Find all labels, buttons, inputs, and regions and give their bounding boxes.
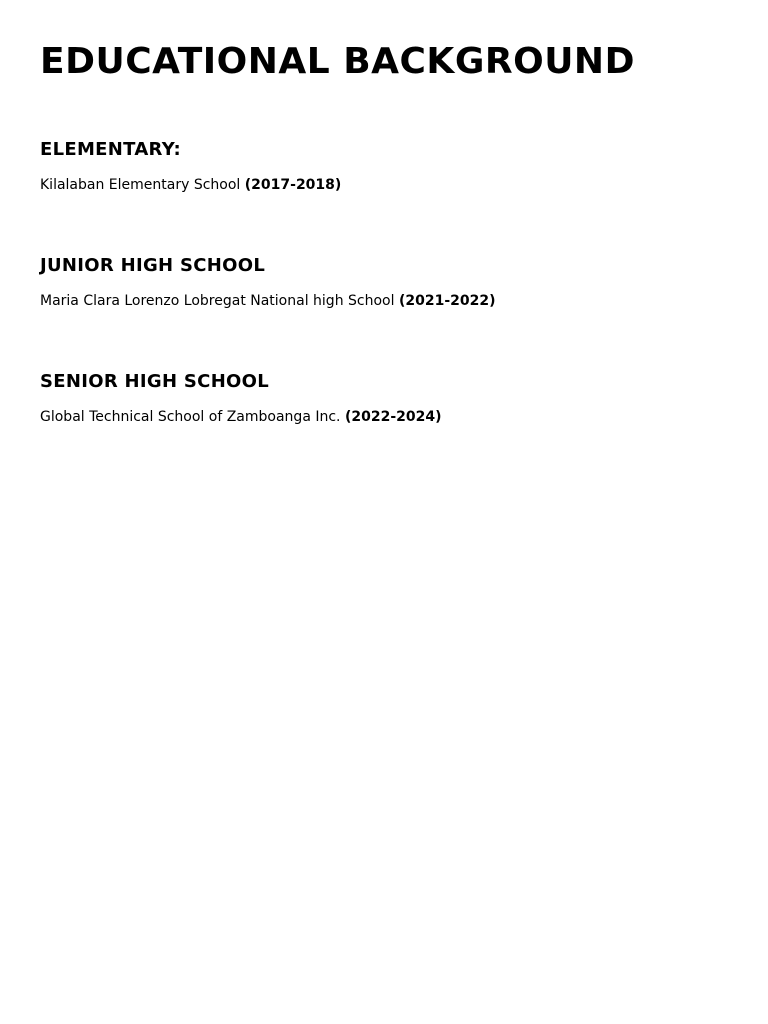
section-heading-senior-high: SENIOR HIGH SCHOOL	[40, 371, 270, 392]
page-title: EDUCATIONAL BACKGROUND	[40, 41, 635, 82]
school-name: Global Technical School of Zamboanga Inc.	[40, 409, 341, 425]
school-years: (2021-2022)	[398, 293, 496, 309]
section-senior-high	[40, 371, 442, 426]
school-entry-junior-high	[40, 292, 496, 310]
school-entry-senior-high	[40, 408, 442, 426]
section-heading-junior-high: JUNIOR HIGH SCHOOL	[40, 255, 266, 276]
school-name: Maria Clara Lorenzo Lobregat National high School	[40, 293, 395, 309]
section-heading-elementary: ELEMENTARY:	[40, 139, 181, 160]
school-name: Kilalaban Elementary School	[40, 177, 241, 193]
section-elementary	[40, 139, 341, 194]
school-years: (2017-2018)	[244, 177, 342, 193]
school-entry-elementary	[40, 176, 341, 194]
school-years: (2022-2024)	[344, 409, 442, 425]
section-junior-high	[40, 255, 496, 310]
